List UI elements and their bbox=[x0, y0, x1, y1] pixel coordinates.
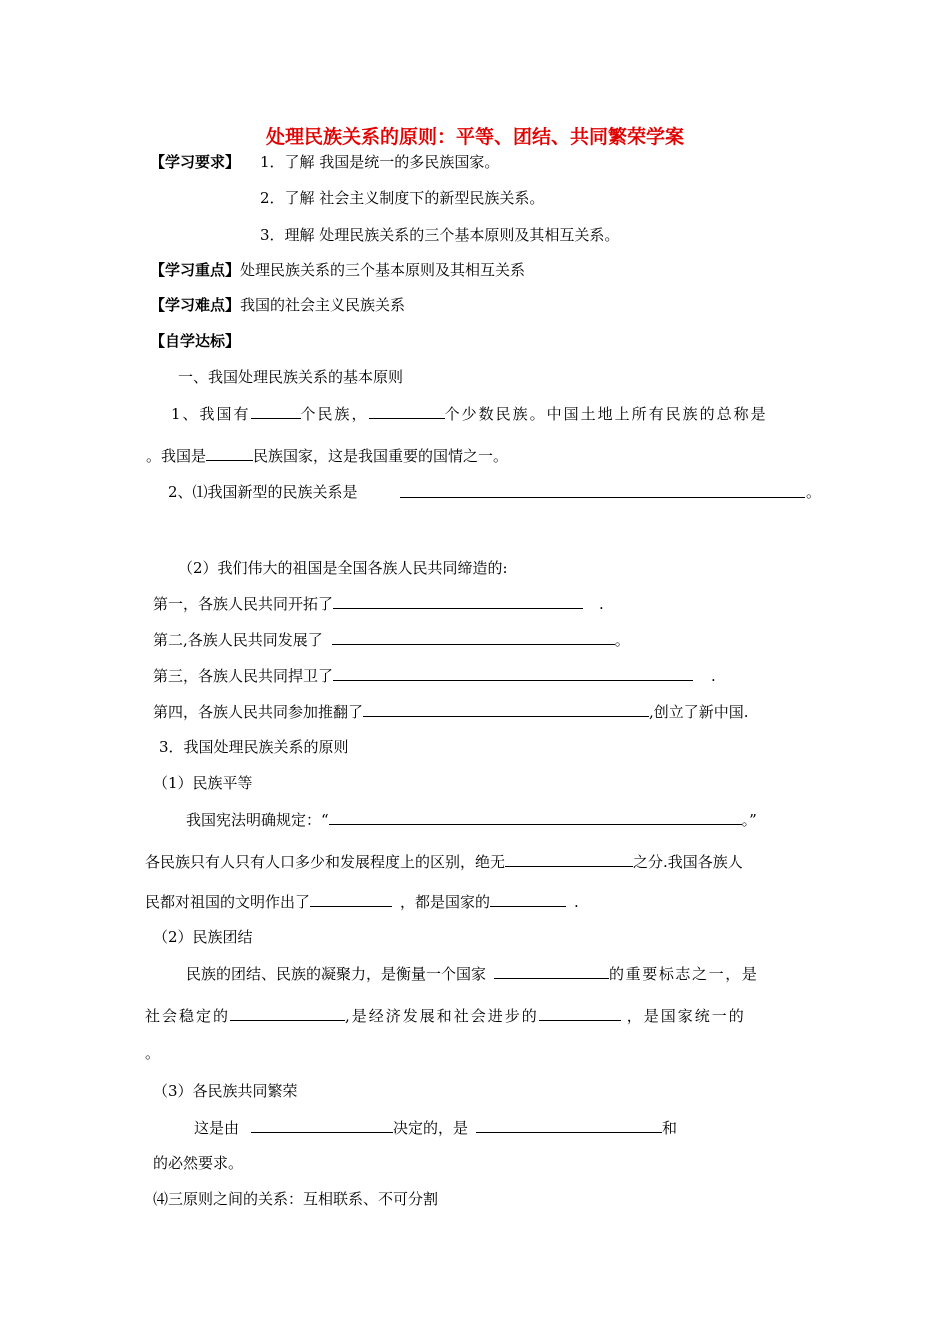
q2-fourth-end: ,创立了新中国. bbox=[649, 703, 749, 721]
self-study-label: 【自学达标】 bbox=[150, 332, 241, 350]
p2-line1 bbox=[186, 963, 758, 984]
answer-blank[interactable] bbox=[310, 891, 392, 907]
answer-blank[interactable] bbox=[363, 701, 649, 717]
q2-fourth-text: 第四，各族人民共同参加推翻了 bbox=[153, 703, 364, 721]
p2-text-d: ,是经济发展和社会进步的 bbox=[345, 1007, 539, 1025]
answer-blank[interactable] bbox=[251, 1117, 393, 1133]
q2-third bbox=[153, 665, 716, 686]
q1-line1 bbox=[171, 403, 768, 424]
q1-text-a: 1、我国有 bbox=[171, 405, 251, 423]
p1-text-f: ，都是国家的 bbox=[400, 893, 491, 911]
q2-first bbox=[153, 593, 604, 614]
difficulty-text: 我国的社会主义民族关系 bbox=[240, 296, 406, 314]
answer-blank[interactable] bbox=[476, 1117, 662, 1133]
answer-blank[interactable] bbox=[206, 445, 253, 461]
p1-line2 bbox=[145, 851, 743, 872]
answer-blank[interactable] bbox=[400, 482, 805, 498]
q2-second bbox=[153, 629, 630, 650]
p3-text-c: 和 bbox=[662, 1119, 678, 1137]
p2-text-b: 的重要标志之一，是 bbox=[609, 965, 759, 983]
q1-text-b: 个民族， bbox=[300, 405, 369, 423]
q2-fourth bbox=[153, 701, 749, 722]
answer-blank[interactable] bbox=[251, 403, 301, 419]
p2-text-e: ，是国家统一的 bbox=[626, 1007, 746, 1025]
difficulty bbox=[150, 295, 405, 315]
section1-heading: 一、我国处理民族关系的基本原则 bbox=[178, 368, 404, 386]
p3-label: （3）各民族共同繁荣 bbox=[153, 1082, 298, 1100]
p1-label: （1）民族平等 bbox=[153, 774, 253, 792]
key-point-label: 【学习重点】 bbox=[150, 261, 241, 279]
answer-blank[interactable] bbox=[332, 629, 615, 645]
q3-heading: 3．我国处理民族关系的原则 bbox=[159, 738, 349, 756]
answer-blank[interactable] bbox=[333, 665, 693, 681]
q1-text-d: 。我国是 bbox=[146, 447, 207, 465]
difficulty-label: 【学习难点】 bbox=[150, 296, 241, 314]
requirement-item: 2．了解 社会主义制度下的新型民族关系。 bbox=[260, 189, 545, 207]
answer-blank[interactable] bbox=[490, 891, 566, 907]
q2-second-end: 。 bbox=[614, 631, 630, 649]
p1-text-b: 。” bbox=[741, 811, 757, 829]
answer-blank[interactable] bbox=[333, 593, 583, 609]
p2-line2 bbox=[145, 1005, 746, 1026]
q2-sub: （2）我们伟大的祖国是全国各族人民共同缔造的: bbox=[178, 559, 508, 577]
answer-blank[interactable] bbox=[539, 1005, 621, 1021]
p1-line3 bbox=[145, 891, 579, 912]
answer-blank[interactable] bbox=[329, 809, 742, 825]
q2-second-text: 第二,各族人民共同发展了 bbox=[153, 631, 323, 649]
q2-third-end: . bbox=[711, 667, 716, 685]
p1-text-d: 之分.我国各族人 bbox=[633, 853, 743, 871]
q1-text-c: 个少数民族。中国土地上所有民族的总称是 bbox=[444, 405, 768, 423]
p1-text-a: 我国宪法明确规定：“ bbox=[186, 811, 329, 829]
p2-text-a: 民族的团结、民族的凝聚力，是衡量一个国家 bbox=[186, 965, 487, 983]
page-title: 处理民族关系的原则：平等、团结、共同繁荣学案 bbox=[265, 126, 684, 148]
q1-text-e: 民族国家，这是我国重要的国情之一。 bbox=[253, 447, 509, 465]
q2-line bbox=[168, 482, 358, 502]
p2-text-c: 社会稳定的 bbox=[145, 1007, 231, 1025]
q2-first-text: 第一，各族人民共同开拓了 bbox=[153, 595, 334, 613]
p3-text-a: 这是由 bbox=[194, 1119, 240, 1137]
p3-text-b: 决定的，是 bbox=[393, 1119, 469, 1137]
q2-text-a: 2、⑴我国新型的民族关系是 bbox=[168, 483, 358, 501]
p1-line1 bbox=[186, 809, 757, 830]
p1-text-g: . bbox=[574, 893, 579, 911]
answer-blank[interactable] bbox=[505, 851, 633, 867]
q2-third-text: 第三，各族人民共同捍卫了 bbox=[153, 667, 334, 685]
p3-line2: 的必然要求。 bbox=[153, 1154, 244, 1172]
p1-text-c: 各民族只有人只有人口多少和发展程度上的区别，绝无 bbox=[145, 853, 506, 871]
answer-blank[interactable] bbox=[369, 403, 445, 419]
p2-line3: 。 bbox=[145, 1044, 161, 1062]
p3-line1 bbox=[194, 1117, 677, 1138]
p1-text-e: 民都对祖国的文明作出了 bbox=[145, 893, 311, 911]
answer-blank[interactable] bbox=[230, 1005, 345, 1021]
requirements-label: 【学习要求】 bbox=[150, 153, 241, 171]
requirement-item: 1．了解 我国是统一的多民族国家。 bbox=[260, 153, 500, 171]
q2-end: 。 bbox=[806, 483, 822, 501]
key-point-text: 处理民族关系的三个基本原则及其相互关系 bbox=[240, 261, 526, 279]
key-point bbox=[150, 260, 525, 280]
answer-blank[interactable] bbox=[494, 963, 609, 979]
requirement-item: 3．理解 处理民族关系的三个基本原则及其相互关系。 bbox=[260, 226, 620, 244]
q2-first-end: . bbox=[599, 595, 604, 613]
p4-label: ⑷三原则之间的关系：互相联系、不可分割 bbox=[153, 1190, 439, 1208]
q1-line2 bbox=[146, 445, 508, 466]
p2-label: （2）民族团结 bbox=[153, 928, 253, 946]
